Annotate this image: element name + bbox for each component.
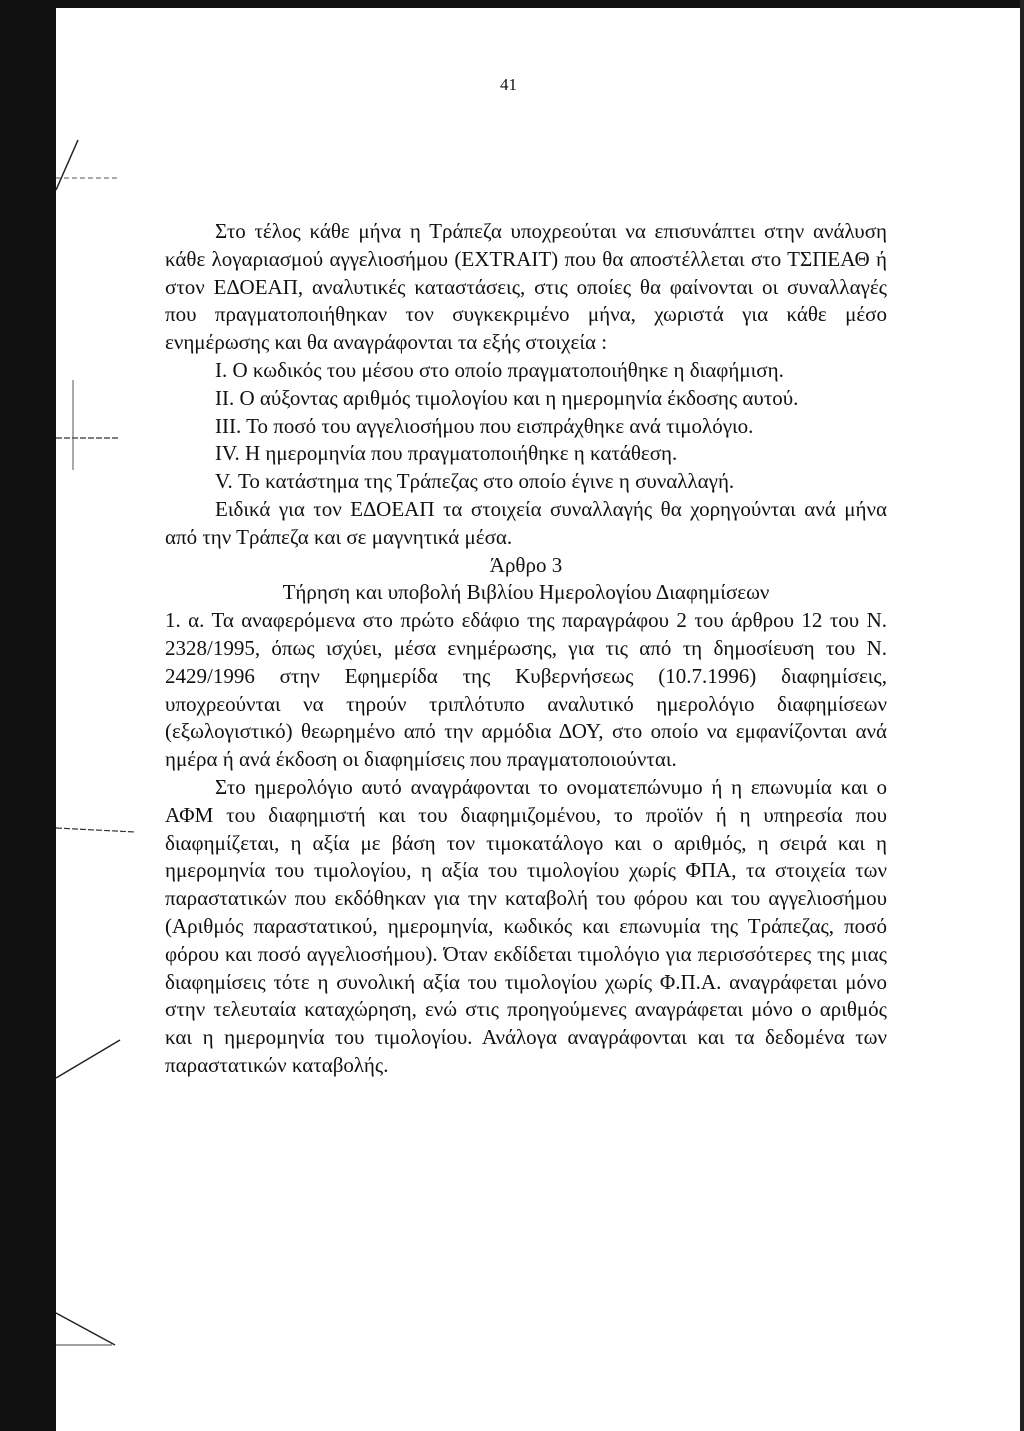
list-item-3: ΙΙΙ. Το ποσό του αγγελιοσήμου που εισπράχθηκε ανά τιμολόγιο. — [215, 413, 754, 438]
scan-right-border — [1020, 0, 1024, 1431]
article-paragraph-1: 1. α. Τα αναφερόμενα στο πρώτο εδάφιο της παραγράφου 2 του άρθρου 12 του Ν. 2328/1995, όπως ισχύει, μέσα ενημέρωσης, για τις από τη δημοσίευση του Ν. 2429/1996 στην Εφημερίδα της Κυβερνήσεως (10.7.1996) διαφημίσεις, υποχρεούνται να τηρούν τριπλότυπο αναλυτικό ημερολόγιο διαφημίσεων (εξωλογιστικό) θεωρημένο από την αρμόδια ΔΟΥ, στο οποίο να εμφανίζονται ανά ημέρα ή ανά έκδοση οι διαφημίσεις που πραγματοποιούνται. — [165, 608, 887, 772]
scan-artifact-lines — [0, 0, 140, 1431]
article-title: Τήρηση και υποβολή Βιβλίου Ημερολογίου Διαφημίσεων — [282, 580, 770, 605]
page-number: 41 — [500, 75, 517, 94]
document-body — [165, 218, 887, 1080]
list-item-2: ΙΙ. Ο αύξοντας αριθμός τιμολογίου και η ημερομηνία έκδοσης αυτού. — [215, 385, 799, 410]
list-item-4: IV. Η ημερομηνία που πραγματοποιήθηκε η κατάθεση. — [215, 441, 678, 466]
article-paragraph-2: Στο ημερολόγιο αυτό αναγράφονται το ονοματεπώνυμο ή η επωνυμία και ο ΑΦΜ του διαφημιστή και του διαφημιζομένου, το προϊόν ή η υπηρεσία που διαφημίζεται, η αξία με βάση τον τιμοκατάλογο και ο αριθμός, η σειρά και η ημερομηνία του τιμολογίου, η αξία του τιμολογίου χωρίς ΦΠΑ, τα στοιχεία των παραστατικών που εκδόθηκαν για την καταβολή του φόρου και του αγγελιοσήμου (Αριθμός παραστατικού, ημερομηνία, κωδικός και επωνυμία της Τράπεζας, ποσό φόρου και ποσό αγγελιοσήμου). Όταν εκδίδεται τιμολόγιο για περισσότερες της μιας διαφημίσεις τότε η συνολική αξία του τιμολογίου χωρίς Φ.Π.Α. αναγράφεται μόνο στην τελευταία καταχώρηση, ενώ στις προηγούμενες αναγράφεται μόνο ο αριθμός και η ημερομηνία του τιμολογίου. Ανάλογα αναγράφονται και τα δεδομένα των παραστατικών καταβολής. — [165, 774, 887, 1077]
list-item-5: V. Το κατάστημα της Τράπεζας στο οποίο έγινε η συναλλαγή. — [215, 469, 735, 494]
article-heading: Άρθρο 3 — [489, 552, 563, 577]
intro-paragraph: Στο τέλος κάθε μήνα η Τράπεζα υποχρεούται να επισυνάπτει στην ανάλυση κάθε λογαριασμού αγγελιοσήμου (EXTRAIT) που θα αποστέλλεται στο ΤΣΠΕΑΘ ή στον ΕΔΟΕΑΠ, αναλυτικές καταστάσεις, στις οποίες θα φαίνονται οι συναλλαγές που πραγματοποιήθηκαν τον συγκεκριμένο μήνα, χωριστά για κάθε μέσο ενημέρωσης και θα αναγράφονται τα εξής στοιχεία : — [165, 219, 887, 355]
list-item-1: Ι. Ο κωδικός του μέσου στο οποίο πραγματοποιήθηκε η διαφήμιση. — [215, 357, 784, 382]
edoeap-note: Ειδικά για τον ΕΔΟΕΑΠ τα στοιχεία συναλλαγής θα χορηγούνται ανά μήνα από την Τράπεζα και σε μαγνητικά μέσα. — [165, 496, 887, 549]
scan-top-border — [55, 0, 1024, 8]
